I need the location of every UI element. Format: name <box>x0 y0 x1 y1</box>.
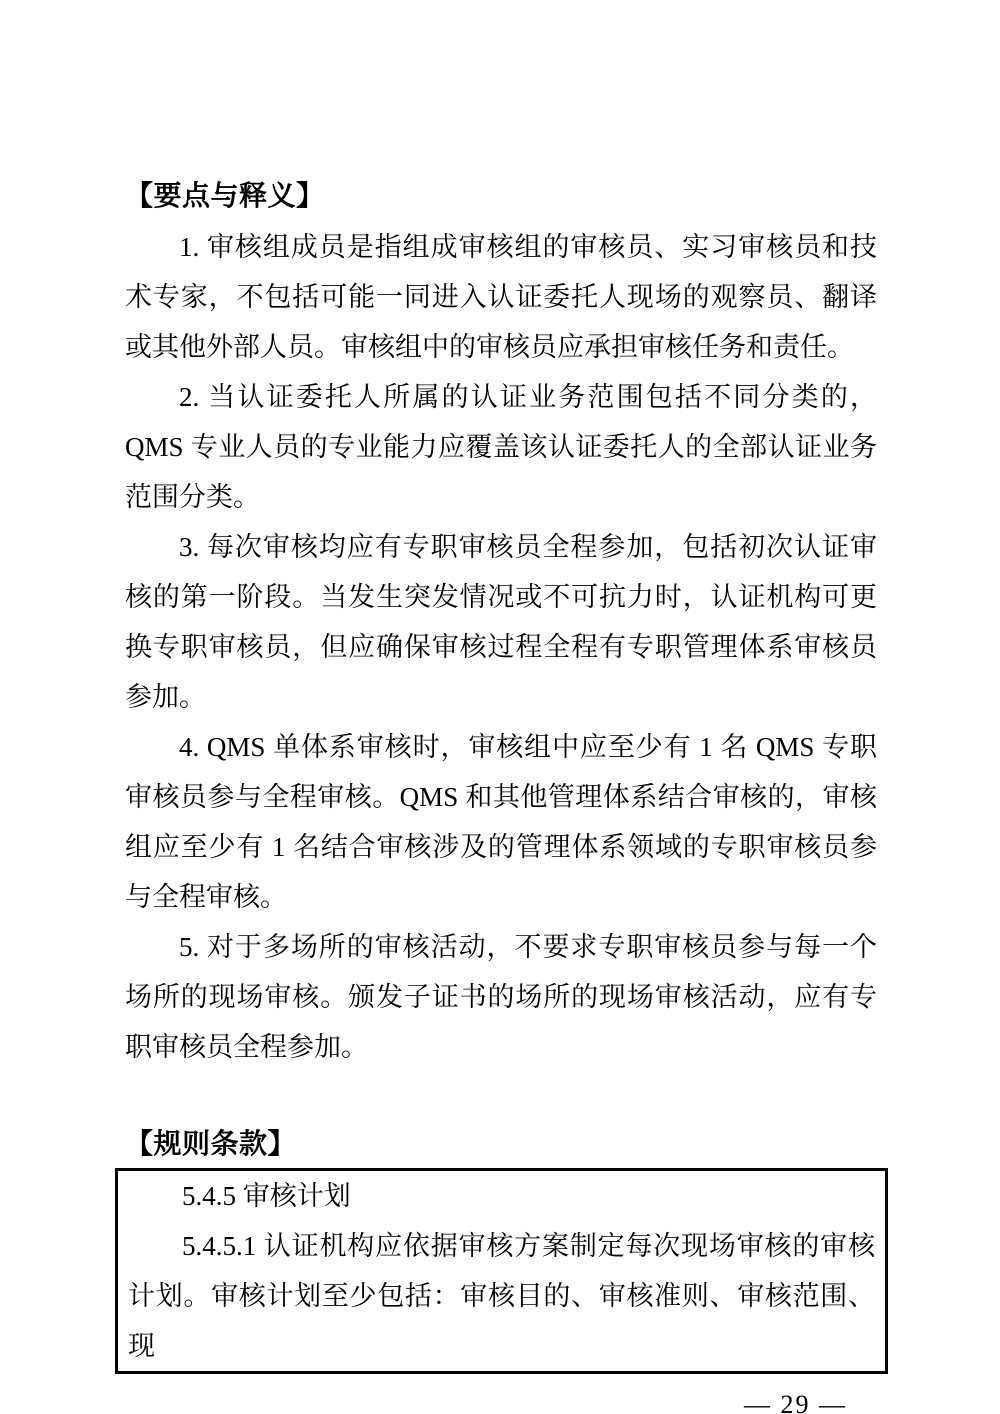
keypoints-paragraph-5: 5. 对于多场所的审核活动，不要求专职审核员参与每一个场所的现场审核。颁发子证书的场所的现场审核活动，应有专职审核员全程参加。 <box>125 932 877 1062</box>
clause-body: 5.4.5.1 认证机构应依据审核方案制定每次现场审核的审核计划。审核计划至少包括：审核目的、审核准则、审核范围、现 <box>128 1231 875 1361</box>
keypoints-paragraph-1: 1. 审核组成员是指组成审核组的审核员、实习审核员和技术专家，不包括可能一同进入认证委托人现场的观察员、翻译或其他外部人员。审核组中的审核员应承担审核任务和责任。 <box>125 232 877 362</box>
rule-clause-box <box>115 1168 888 1374</box>
clause-title: 5.4.5 审核计划 <box>182 1181 351 1211</box>
page-number: — 29 — <box>744 1390 847 1414</box>
keypoints-paragraph-3: 3. 每次审核均应有专职审核员全程参加，包括初次认证审核的第一阶段。当发生突发情况或不可抗力时，认证机构可更换专职审核员，但应确保审核过程全程有专职管理体系审核员参加。 <box>125 532 877 712</box>
section-heading-rules: 【规则条款】 <box>125 1128 297 1159</box>
keypoints-paragraph-2: 2. 当认证委托人所属的认证业务范围包括不同分类的，QMS 专业人员的专业能力应覆盖该认证委托人的全部认证业务范围分类。 <box>125 382 877 512</box>
keypoints-paragraph-4: 4. QMS 单体系审核时，审核组中应至少有 1 名 QMS 专职审核员参与全程审核。QMS 和其他管理体系结合审核的，审核组应至少有 1 名结合审核涉及的管理体系领域的专职审核员参与全程审核。 <box>125 732 877 912</box>
section-heading-keypoints: 【要点与释义】 <box>125 180 325 211</box>
